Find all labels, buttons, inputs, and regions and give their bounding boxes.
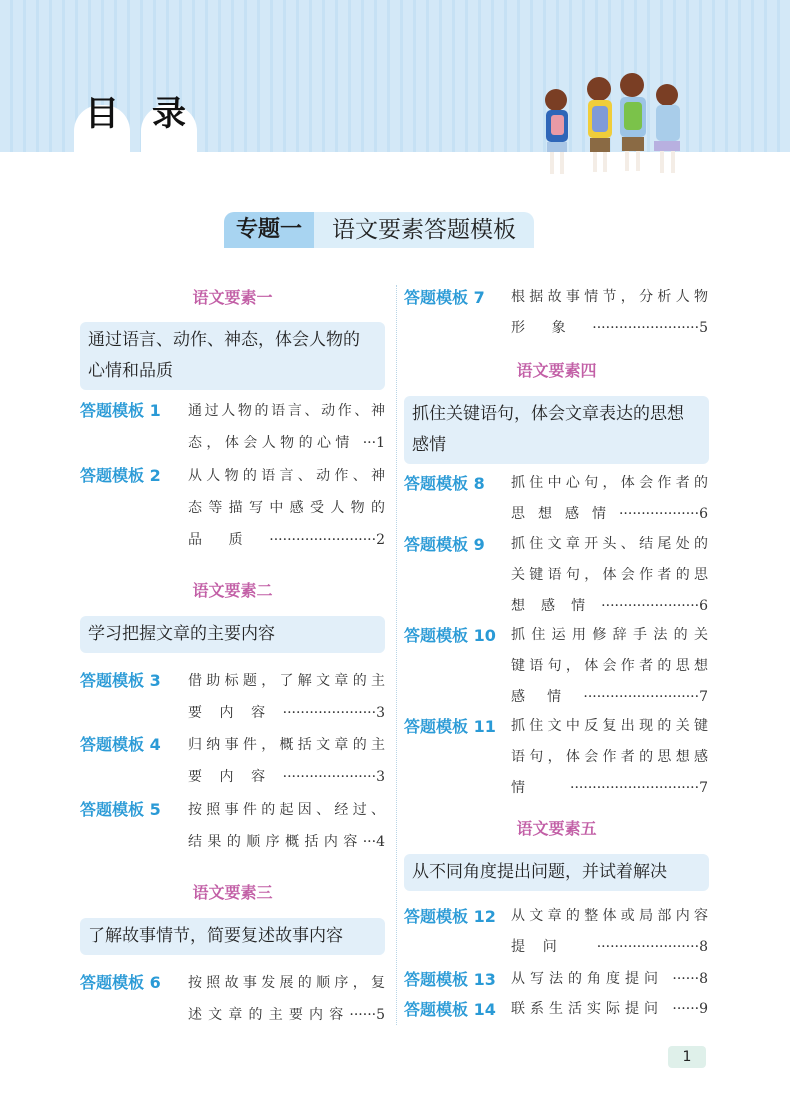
entry-line: 从文章的整体或局部内容 <box>511 908 708 924</box>
entry-text[interactable] <box>511 994 708 1025</box>
entry-text[interactable] <box>511 711 708 804</box>
entry-text[interactable] <box>188 794 385 858</box>
child-figure <box>545 89 568 174</box>
template-label[interactable]: 答题模板 2 <box>80 466 161 485</box>
entry-line: 要内容·····················3 <box>188 769 385 785</box>
section-heading: 语文要素三 <box>192 883 273 902</box>
template-label[interactable]: 答题模板 13 <box>404 970 496 989</box>
entry-line: 根据故事情节，分析人物 <box>511 289 708 305</box>
entry-line: 抓住文章开头、结尾处的 <box>511 536 708 552</box>
entry-line: 从人物的语言、动作、神 <box>188 468 385 484</box>
title-char: 录 <box>152 94 186 134</box>
entry-text[interactable] <box>511 529 708 622</box>
entry-line: 语句，体会作者的思想感 <box>511 749 708 765</box>
entry-line: 联系生活实际提问 ······9 <box>511 1001 708 1017</box>
template-label[interactable]: 答题模板 10 <box>404 626 496 645</box>
topic-line: 心情和品质 <box>88 361 173 381</box>
template-label[interactable]: 答题模板 9 <box>404 535 485 554</box>
topic-line: 感情 <box>412 435 446 455</box>
entry-line: 述文章的主要内容······5 <box>188 1007 385 1023</box>
section-heading: 语文要素二 <box>192 581 273 600</box>
entry-text[interactable] <box>511 620 708 713</box>
entry-line: 提问 ·······················8 <box>511 939 708 955</box>
entry-text[interactable] <box>188 729 385 793</box>
section-heading: 语文要素四 <box>516 361 597 380</box>
entry-line: 感情··························7 <box>511 689 708 705</box>
topic-line: 从不同角度提出问题，并试着解决 <box>412 862 667 882</box>
child-figure <box>620 73 646 171</box>
entry-text[interactable] <box>511 468 708 530</box>
topic-line: 了解故事情节，简要复述故事内容 <box>88 926 343 946</box>
entry-line: 情·····························7 <box>511 780 708 796</box>
entry-line: 要内容·····················3 <box>188 705 385 721</box>
entry-line: 态，体会人物的心情 ···1 <box>188 435 385 451</box>
column-divider <box>396 285 397 1025</box>
entry-line: 按照故事发展的顺序，复 <box>188 975 385 991</box>
entry-text[interactable] <box>188 395 385 459</box>
entry-text[interactable] <box>511 901 708 963</box>
page-number: 1 <box>668 1046 706 1068</box>
section-heading: 语文要素五 <box>516 819 597 838</box>
section-topic-box <box>80 616 385 653</box>
section-topic-box <box>404 396 709 464</box>
entry-line: 抓住运用修辞手法的关 <box>511 627 708 643</box>
template-label[interactable]: 答题模板 4 <box>80 735 161 754</box>
template-label[interactable]: 答题模板 3 <box>80 671 161 690</box>
template-label[interactable]: 答题模板 7 <box>404 288 485 307</box>
entry-line: 归纳事件，概括文章的主 <box>188 737 385 753</box>
topic-label: 专题一 <box>224 212 314 248</box>
entry-text[interactable] <box>511 964 708 995</box>
entry-line: 结果的顺序概括内容···4 <box>188 834 385 850</box>
section-topic-box <box>404 854 709 891</box>
entry-text[interactable] <box>188 967 385 1031</box>
entry-line: 形象························5 <box>511 320 708 336</box>
topic-line: 通过语言、动作、神态，体会人物的 <box>88 330 360 350</box>
entry-line: 品质························2 <box>188 532 385 548</box>
entry-line: 借助标题，了解文章的主 <box>188 673 385 689</box>
title-char: 目 <box>85 94 119 134</box>
entry-line: 按照事件的起因、经过、 <box>188 802 385 818</box>
entry-line: 抓住中心句，体会作者的 <box>511 475 708 491</box>
section-topic-box <box>80 918 385 955</box>
section-topic-box <box>80 322 385 390</box>
children-illustration <box>540 70 700 180</box>
section-heading: 语文要素一 <box>192 288 273 307</box>
template-label[interactable]: 答题模板 14 <box>404 1000 496 1019</box>
entry-line: 态等描写中感受人物的 <box>188 500 385 516</box>
template-label[interactable]: 答题模板 11 <box>404 717 496 736</box>
template-label[interactable]: 答题模板 12 <box>404 907 496 926</box>
entry-line: 键语句，体会作者的思想 <box>511 658 708 674</box>
entry-text[interactable] <box>188 460 385 556</box>
entry-text[interactable] <box>511 282 708 344</box>
entry-line: 关键语句，体会作者的思 <box>511 567 708 583</box>
entry-line: 思想感情··················6 <box>511 506 708 522</box>
topic-line: 抓住关键语句，体会文章表达的思想 <box>412 404 684 424</box>
template-label[interactable]: 答题模板 6 <box>80 973 161 992</box>
topic-banner <box>224 212 534 248</box>
template-label[interactable]: 答题模板 5 <box>80 800 161 819</box>
child-figure <box>587 77 612 172</box>
entry-line: 通过人物的语言、动作、神 <box>188 403 385 419</box>
entry-line: 抓住文中反复出现的关键 <box>511 718 708 734</box>
entry-line: 从写法的角度提问 ······8 <box>511 971 708 987</box>
entry-line: 想感情······················6 <box>511 598 708 614</box>
template-label[interactable]: 答题模板 1 <box>80 401 161 420</box>
template-label[interactable]: 答题模板 8 <box>404 474 485 493</box>
topic-title: 语文要素答题模板 <box>314 212 534 248</box>
topic-line: 学习把握文章的主要内容 <box>88 624 275 644</box>
entry-text[interactable] <box>188 665 385 729</box>
child-figure <box>654 84 680 173</box>
